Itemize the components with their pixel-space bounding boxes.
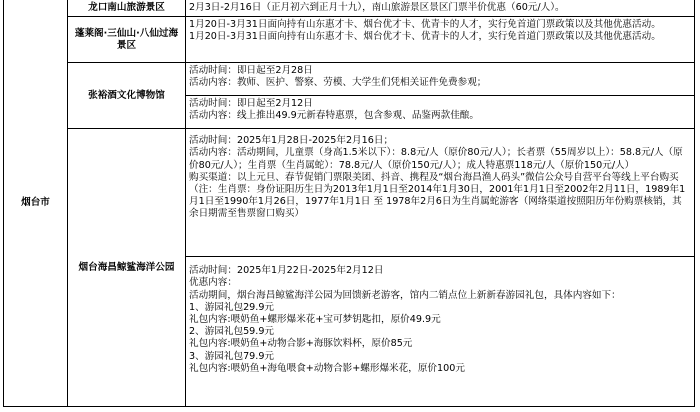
detail-line: 活动时间：2025年1月22日-2025年2月12日 [189, 265, 384, 277]
detail-line: 2月3日-2月16日（正月初六到正月十九），南山旅游景区景区门票半价优惠（60元/人）。 [189, 2, 565, 13]
detail-nanshan [186, 0, 695, 17]
attractions-table [3, 0, 695, 407]
detail-line: 活动内容：活动期间，儿童票（身高1.5米以下）：8.8元/人（原价80元/人）；长者票（55周岁以上）：58.8元/人（原价80元/人）；生肖票（生肖属蛇）：78.8元/人（原价150元/人）；成人特惠票118元/人（原价150元/人） [189, 147, 683, 171]
detail-line: 活动时间：即日起至2月28日 [189, 65, 313, 77]
detail-line: 活动内容：线上推出49.9元新春特惠票，包含参观、品鉴两款佳酿。 [189, 110, 479, 122]
detail-line: 2、游园礼包59.9元 [189, 326, 275, 338]
venue-penglai: 蓬莱阁·三仙山·八仙过海景区 [68, 17, 186, 63]
detail-line: 1月20日-3月31日面向持有山东惠才卡、烟台优才卡、优青卡的人才，实行免首道门票政策以及其他优惠活动。 [189, 31, 661, 43]
venue-nanshan: 龙口南山旅游景区 [68, 0, 186, 17]
detail-haichang-2 [186, 257, 695, 407]
detail-line: 1、游园礼包29.9元 [189, 301, 275, 313]
city-cell: 烟台市 [4, 0, 68, 407]
venue-haichang: 烟台海昌鲸鲨海洋公园 [68, 129, 186, 407]
detail-line: 购买渠道：以上元旦、春节促销门票限美团、抖音、携程及“烟台海昌渔人码头”微信公众号自营平台等线上平台购买（注：生肖票：身份证阳历生日为2013年1月1日至2014年1月30日，2001年1月1日至2002年2月11日，1989年1月1日至1990年1月26日，1977年1月1日 至 1978年2月6日为生肖属蛇游客（网络渠道按照阳历年份购票核销，其余日期需至售票窗口购买） [189, 171, 686, 220]
detail-line: 活动内容：教师、医护、警察、劳模、大学生们凭相关证件免费参观； [189, 77, 487, 89]
table-row [4, 17, 695, 63]
venue-changyu: 张裕酒文化博物馆 [68, 63, 186, 129]
detail-line: 礼包内容:喂奶鱼+动物合影+海豚饮料杯，原价85元 [189, 338, 413, 350]
detail-line: 3、游园礼包79.9元 [189, 350, 275, 362]
detail-line: 活动时间：2025年1月28日-2025年2月16日； [189, 135, 394, 147]
detail-line: 礼包内容:喂奶鱼+海龟喂食+动物合影+螺形爆米花，原价100元 [189, 362, 465, 374]
detail-line: 活动时间：即日起至2月12日 [189, 98, 313, 110]
detail-line: 1月20日-3月31日面向持有山东惠才卡、烟台优才卡、优青卡的人才，实行免首道门票政策以及其他优惠活动。 [189, 19, 661, 31]
detail-line: 优惠内容： [189, 277, 237, 289]
detail-penglai [186, 17, 695, 63]
detail-line: 活动期间，烟台海昌鲸鲨海洋公园为回馈新老游客，馆内二销点位上新新春游园礼包，具体内容如下： [189, 289, 621, 301]
detail-haichang-1 [186, 129, 695, 257]
detail-line: 礼包内容:喂奶鱼+螺形爆米花+宝可梦钥匙扣，原价49.9元 [189, 314, 441, 326]
table-row [4, 63, 695, 96]
table-row [4, 129, 695, 257]
table-row [4, 0, 695, 17]
detail-changyu-2 [186, 96, 695, 129]
detail-changyu-1 [186, 63, 695, 96]
